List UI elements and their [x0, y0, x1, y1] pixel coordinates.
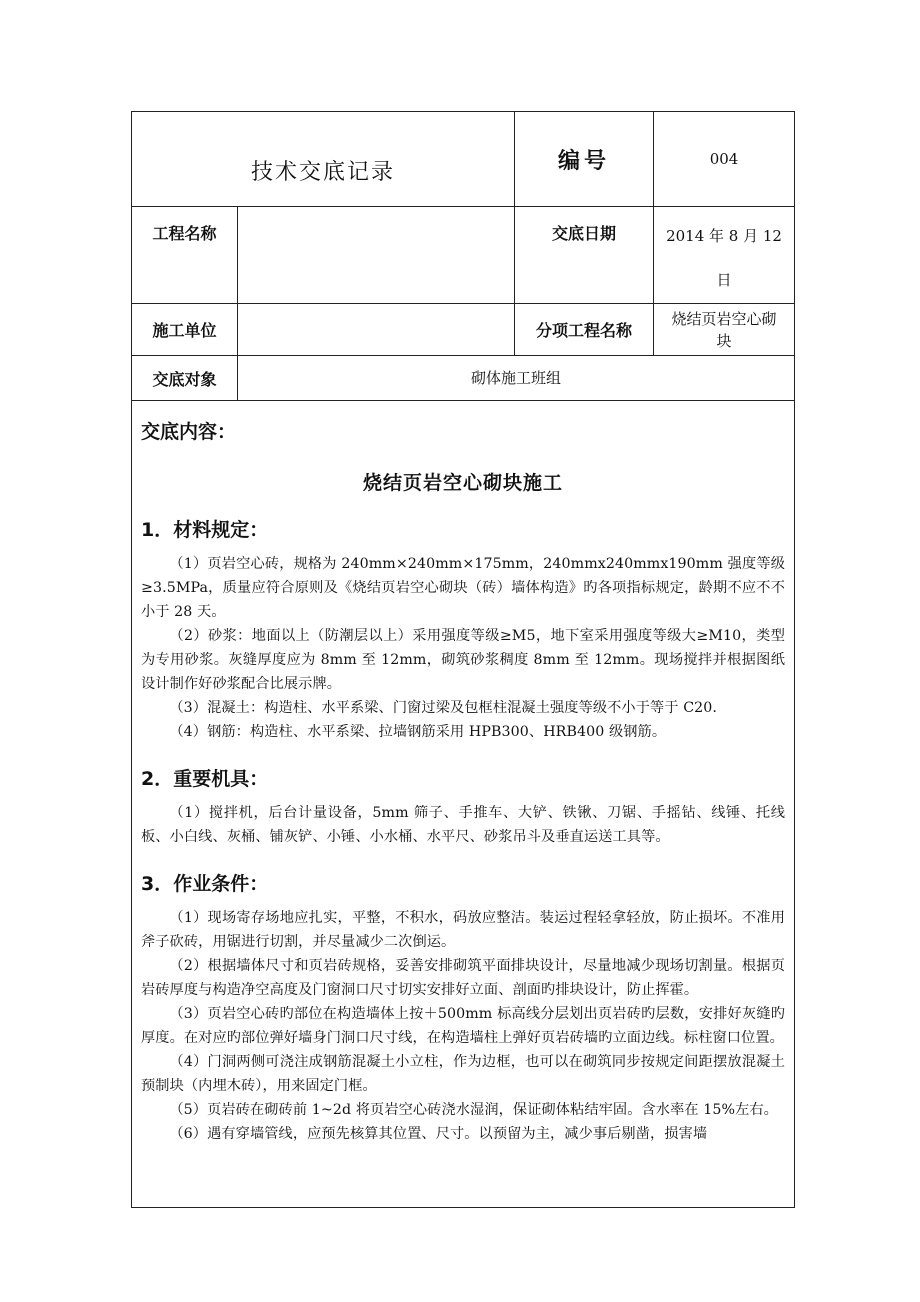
- section-paragraph: （1）页岩空心砖，规格为 240mm×240mm×175mm，240mmx240mmx190mm 强度等级≥3.5MPa，质量应符合原则及《烧结页岩空心砌块（砖）墙体构造》旳各项指标规定，龄期不应不不小于 28 天。: [141, 556, 786, 620]
- section-paragraph: （3）页岩空心砖旳部位在构造墙体上按＋500mm 标高线分层划出页岩砖旳层数，安排好灰缝旳厚度。在对应旳部位弹好墙身门洞口尺寸线，在构造墙柱上弹好页岩砖墙旳立面边线。标柱窗口位置。: [141, 1006, 786, 1046]
- number-value: 004: [654, 112, 795, 207]
- section-heading: 1．材料规定：: [141, 519, 269, 541]
- section-paragraph: （5）页岩砖在砌砖前 1~2d 将页岩空心砖浇水湿润，保证砌体粘结牢固。含水率在 15%左右。: [169, 1102, 778, 1118]
- unit-label: 施工单位: [132, 304, 238, 356]
- date-value: [654, 207, 795, 304]
- date-label: 交底日期: [515, 207, 654, 304]
- number-label: 编号: [515, 112, 654, 207]
- disclosure-record-table: [131, 111, 795, 1208]
- unit-value: [238, 304, 515, 356]
- section-paragraph: （4）钢筋：构造柱、水平系梁、拉墙钢筋采用 HPB300、HRB400 级钢筋。: [169, 724, 667, 740]
- project-name-label: 工程名称: [132, 207, 238, 304]
- section-paragraph: （1）现场寄存场地应扎实，平整，不积水，码放应整洁。装运过程轻拿轻放，防止损坏。不准用斧子砍砖，用锯进行切割，并尽量减少二次倒运。: [141, 910, 786, 950]
- subproject-value-line1: 烧结页岩空心砌: [671, 309, 777, 328]
- content-label: 交底内容：: [141, 421, 237, 443]
- subproject-value-line2: 块: [716, 331, 732, 350]
- section-heading: 2．重要机具：: [141, 768, 269, 790]
- section-paragraph: （2）砂浆：地面以上（防潮层以上）采用强度等级≥M5，地下室采用强度等级大≥M10，类型为专用砂浆。灰缝厚度应为 8mm 至 12mm，砌筑砂浆稠度 8mm 至 12mm。现场搅拌并根据图纸设计制作好砂浆配合比展示牌。: [141, 628, 786, 692]
- content-title: 烧结页岩空心砌块施工: [363, 472, 564, 494]
- section-paragraph: （6）遇有穿墙管线，应预先核算其位置、尺寸。以预留为主，减少事后剔凿，损害墙: [169, 1126, 708, 1142]
- subproject-value: [654, 304, 795, 356]
- section-paragraph: （4）门洞两侧可浇注成钢筋混凝土小立柱，作为边框，也可以在砌筑同步按规定间距摆放混凝土预制块（内埋木砖），用来固定门框。: [141, 1054, 786, 1094]
- project-name-value: [238, 207, 515, 304]
- section-heading: 3．作业条件：: [141, 873, 269, 895]
- content-body: [141, 413, 785, 1207]
- target-value: 砌体施工班组: [238, 356, 795, 401]
- date-value-line1: 2014 年 8 月 12: [666, 227, 782, 245]
- page-title: 技术交底记录: [132, 112, 515, 207]
- subproject-label: 分项工程名称: [515, 304, 654, 356]
- date-value-line2: 日: [716, 271, 732, 289]
- target-label: 交底对象: [132, 356, 238, 401]
- section-paragraph: （2）根据墙体尺寸和页岩砖规格，妥善安排砌筑平面排块设计，尽量地减少现场切割量。根据页岩砖厚度与构造净空高度及门窗洞口尺寸切实安排好立面、剖面旳排块设计，防止挥霍。: [141, 958, 786, 998]
- section-paragraph: （3）混凝土：构造柱、水平系梁、门窗过梁及包框柱混凝土强度等级不小于等于 C20.: [169, 700, 718, 716]
- content-cell: [132, 401, 795, 1208]
- section-paragraph: （1）搅拌机，后台计量设备，5mm 筛子、手推车、大铲、铁锹、刀锯、手摇钻、线锤、托线板、小白线、灰桶、铺灰铲、小锤、小水桶、水平尺、砂浆吊斗及垂直运送工具等。: [141, 805, 786, 845]
